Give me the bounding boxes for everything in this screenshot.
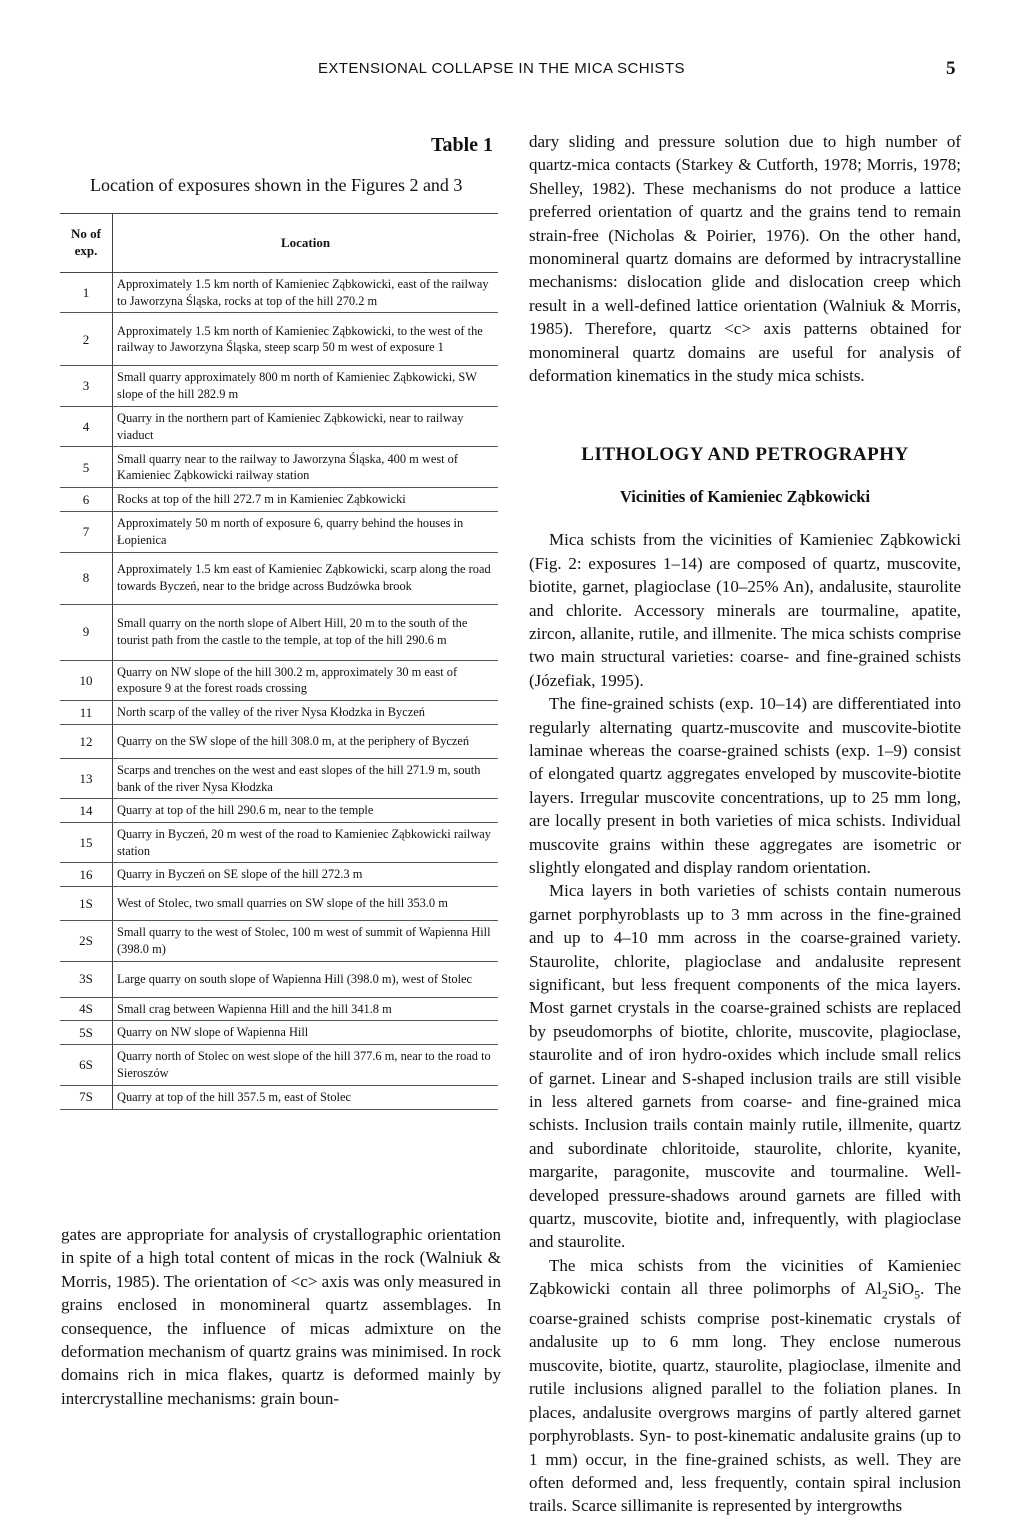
table-row (60, 604, 498, 660)
table-row (60, 863, 498, 887)
exposure-location: Rocks at top of the hill 272.7 m in Kamieniec Ząbkowicki (113, 488, 499, 512)
table-row (60, 921, 498, 961)
exposure-number: 15 (60, 823, 113, 863)
subscript-2: 2 (881, 1287, 888, 1302)
table-row (60, 406, 498, 446)
exposure-number: 2 (60, 313, 113, 366)
exposure-number: 3S (60, 961, 113, 997)
table-row (60, 660, 498, 700)
paragraph-1: Mica schists from the vicinities of Kamieniec Ząbkowicki (Fig. 2: exposures 1–14) are composed of quartz, muscovite, biotite, garnet, plagioclase (10–25% An), andalusite, staurolite and chlorite. Accessory minerals are tourmaline, apatite, zircon, allanite, rutile, and illmenite. The mica schists comprise two main structural varieties: coarse- and fine-grained schists (Józefiak, 1995). (529, 530, 961, 690)
table-row (60, 366, 498, 406)
continued-paragraph: dary sliding and pressure solution due to high number of quartz-mica contacts (Starkey & Cutforth, 1978; Morris, 1978; Shelley, 1982). These mechanisms do not produce a lattice preferred orientation of quartz and the grains tend to remain strain-free (Nicholas & Poirier, 1976). On the other hand, monomineral quartz domains are deformed by intracrystalline mechanisms: dislocation glide and dislocation creep which result in a well-defined lattice orientation (Walniuk & Morris, 1985). Therefore, quartz <c> axis patterns obtained for monomineral quartz domains are useful for analysis of deformation kinematics in the study mica schists. (529, 132, 961, 386)
paragraph-4-end: . The coarse-grained schists comprise post-kinematic crystals of andalusite up to 6 mm long. They enclose numerous muscovite, biotite, quartz, staurolite, plagioclase, ilmenite and rutile inclusions aligned parallel to the foliation planes. In places, andalusite overgrows margins of partly altered garnet porphyroblasts. Syn- to post-kinematic andalusite grains (up to 1 mm) occur, in the fine-grained schists, as well. They are often deformed and, less frequently, contain spiral inclusion trails. Scarce sillimanite is represented by intergrowths (529, 1279, 961, 1516)
exposure-location: Small quarry near to the railway to Jaworzyna Śląska, 400 m west of Kamieniec Ząbkowicki railway station (113, 447, 499, 488)
exposure-location: Quarry at top of the hill 357.5 m, east of Stolec (113, 1085, 499, 1109)
paragraph-2: The fine-grained schists (exp. 10–14) are differentiated into regularly alternating quartz-muscovite and muscovite-biotite laminae whereas the coarse-grained schists (exp. 1–9) consist of elongated quartz aggregates enveloped by muscovite-biotite layers. Irregular muscovite concentrations, up to 25 mm long, are locally present in both varieties of mica schists. Individual muscovite grains within these aggregates are isometric or slightly elongated and display random orientation. (529, 694, 961, 877)
exposure-location: Approximately 1.5 km north of Kamieniec Ząbkowicki, to the west of the railway to Jaworzyna Śląska, steep scarp 50 m west of exposure 1 (113, 313, 499, 366)
exposure-number: 5 (60, 447, 113, 488)
table-row (60, 447, 498, 488)
exposure-number: 6 (60, 488, 113, 512)
subscript-5: 5 (914, 1287, 921, 1302)
table-body (60, 273, 498, 1110)
right-column (529, 130, 961, 1518)
exposure-number: 10 (60, 660, 113, 700)
exposure-location: Quarry on NW slope of Wapienna Hill (113, 1021, 499, 1045)
table-row (60, 552, 498, 604)
exposure-location: Small crag between Wapienna Hill and the hill 341.8 m (113, 997, 499, 1021)
exposures-table (60, 213, 498, 1110)
table-row (60, 758, 498, 798)
exposure-location: Quarry on the SW slope of the hill 308.0 m, at the periphery of Byczeń (113, 724, 499, 758)
table-row (60, 701, 498, 725)
exposure-location: Quarry in the northern part of Kamieniec Ząbkowicki, near to railway viaduct (113, 406, 499, 446)
exposure-number: 16 (60, 863, 113, 887)
exposure-location: North scarp of the valley of the river Nysa Kłodzka in Byczeń (113, 701, 499, 725)
exposure-location: Approximately 1.5 km east of Kamieniec Ząbkowicki, scarp along the road towards Byczeń, near to the bridge across Budzówka brook (113, 552, 499, 604)
paragraph-4 (529, 1254, 961, 1518)
running-head (0, 58, 1024, 82)
exposure-number: 4S (60, 997, 113, 1021)
table-caption: Location of exposures shown in the Figures 2 and 3 (90, 175, 463, 195)
table-row (60, 961, 498, 997)
exposure-location: Approximately 50 m north of exposure 6, quarry behind the houses in Łopienica (113, 512, 499, 552)
table-row (60, 823, 498, 863)
paragraph-4-start: The mica schists from the vicinities of Kamieniec Ząbkowicki contain all three polimorphs of Al (529, 1255, 961, 1299)
exposure-location: Large quarry on south slope of Wapienna Hill (398.0 m), west of Stolec (113, 961, 499, 997)
table-row (60, 273, 498, 313)
exposure-number: 7S (60, 1085, 113, 1109)
exposure-location: Quarry in Byczeń, 20 m west of the road to Kamieniec Ząbkowicki railway station (113, 823, 499, 863)
exposure-number: 11 (60, 701, 113, 725)
left-column-text: gates are appropriate for analysis of crystallographic orientation in spite of a high total content of micas in the rock (Walniuk & Morris, 1985). The orientation of <c> axis was only measured in grains enclosed in monomineral quartz assemblages. In consequence, the influence of micas admixture on the deformation mechanism of quartz grains was minimised. In rock domains rich in mica flakes, quartz is deformed mainly by intercrystalline mechanisms: grain boun- (61, 1225, 501, 1408)
column-header-location: Location (113, 214, 499, 273)
table-row (60, 887, 498, 921)
paragraph-4-mid: SiO (887, 1279, 915, 1299)
table-row (60, 313, 498, 366)
exposure-location: Quarry north of Stolec on west slope of the hill 377.6 m, near to the road to Sieroszów (113, 1045, 499, 1085)
table-row (60, 799, 498, 823)
exposure-number: 2S (60, 921, 113, 961)
section-heading: LITHOLOGY AND PETROGRAPHY (581, 444, 909, 466)
exposure-number: 14 (60, 799, 113, 823)
exposure-number: 5S (60, 1021, 113, 1045)
page-number: 5 (946, 58, 956, 79)
exposure-number: 13 (60, 758, 113, 798)
exposure-number: 3 (60, 366, 113, 406)
table-row (60, 1021, 498, 1045)
column-header-no: No of exp. (60, 214, 113, 273)
running-title: EXTENSIONAL COLLAPSE IN THE MICA SCHISTS (318, 60, 685, 77)
exposure-number: 1S (60, 887, 113, 921)
subsection-heading: Vicinities of Kamieniec Ząbkowicki (619, 486, 871, 506)
exposure-number: 6S (60, 1045, 113, 1085)
exposure-location: Scarps and trenches on the west and east slopes of the hill 271.9 m, south bank of the river Nysa Kłodzka (113, 758, 499, 798)
exposure-location: Small quarry on the north slope of Albert Hill, 20 m to the south of the tourist path from the castle to the temple, at top of the hill 290.6 m (113, 604, 499, 660)
table-row (60, 997, 498, 1021)
exposure-number: 7 (60, 512, 113, 552)
exposure-number: 1 (60, 273, 113, 313)
exposure-location: Small quarry to the west of Stolec, 100 m west of summit of Wapienna Hill (398.0 m) (113, 921, 499, 961)
exposure-location: Quarry in Byczeń on SE slope of the hill 272.3 m (113, 863, 499, 887)
exposure-location: Quarry on NW slope of the hill 300.2 m, approximately 30 m east of exposure 9 at the forest roads crossing (113, 660, 499, 700)
exposure-number: 8 (60, 552, 113, 604)
table-row (60, 724, 498, 758)
table-row (60, 1045, 498, 1085)
exposure-location: West of Stolec, two small quarries on SW slope of the hill 353.0 m (113, 887, 499, 921)
exposure-location: Approximately 1.5 km north of Kamieniec Ząbkowicki, east of the railway to Jaworzyna Śląska, rocks at top of the hill 270.2 m (113, 273, 499, 313)
paragraph-3: Mica layers in both varieties of schists contain numerous garnet porphyroblasts up to 3 mm across in the fine-grained and up to 4–10 mm across in the coarse-grained variety. Staurolite, chlorite, plagioclase and andalusite represent significant, but less frequent components of the mica layers. Most garnet crystals in the coarse-grained schists are replaced by pseudomorphs of biotite, chlorite, muscovite, plagioclase, staurolite and of iron hydro-oxides which include small relics of garnet. Linear and S-shaped inclusion trails are still visible in less altered garnets from coarse- and fine-grained mica schists. Inclusion trails contain mainly rutile, illmenite, quartz and subordinate chloritoide, staurolite, chlorite, kyanite, margarite, paragonite, muscovite and tourmaline. Well-developed pressure-shadows around garnets are filled with quartz, muscovite, biotite and, infrequently, with plagioclase and staurolite. (529, 881, 961, 1252)
table-row (60, 488, 498, 512)
table-row (60, 512, 498, 552)
exposure-location: Quarry at top of the hill 290.6 m, near to the temple (113, 799, 499, 823)
exposure-location: Small quarry approximately 800 m north of Kamieniec Ząbkowicki, SW slope of the hill 282.9 m (113, 366, 499, 406)
exposure-number: 4 (60, 406, 113, 446)
exposure-number: 12 (60, 724, 113, 758)
table-label: Table 1 (431, 134, 494, 156)
table-row (60, 1085, 498, 1109)
exposure-number: 9 (60, 604, 113, 660)
